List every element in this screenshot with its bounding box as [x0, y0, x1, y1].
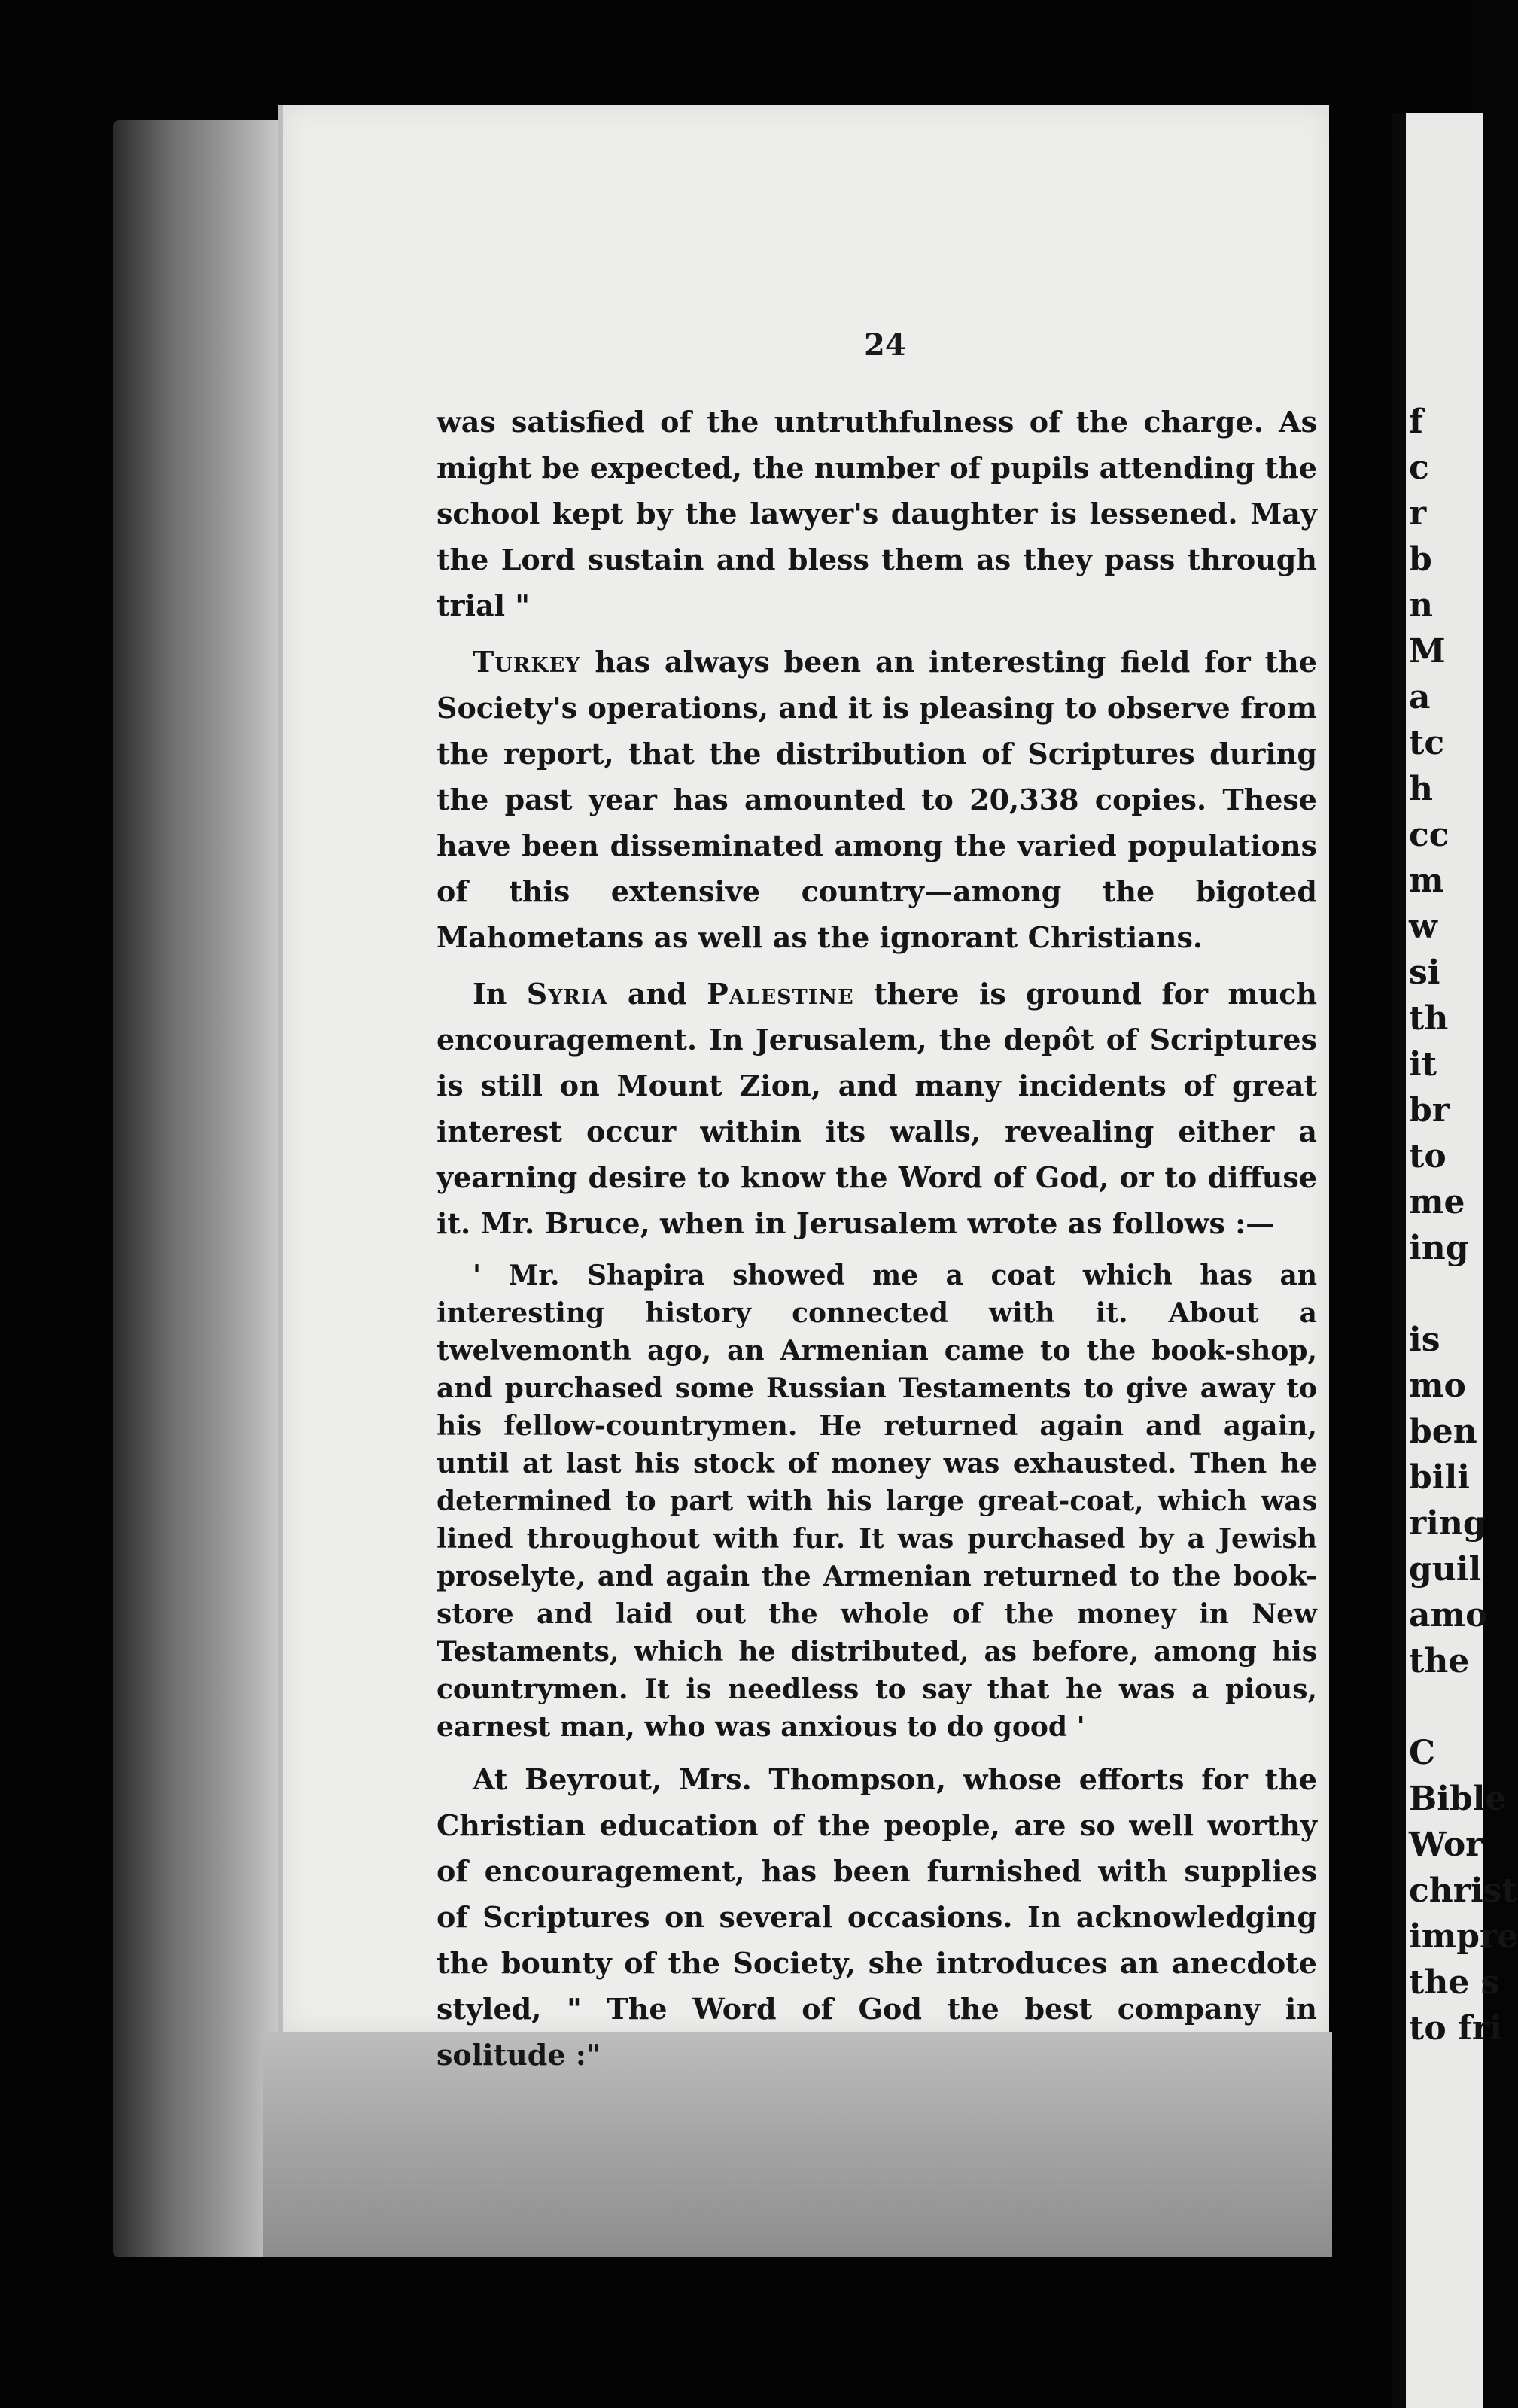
paragraph-4-quote: ' Mr. Shapira showed me a coat which has an interesting history connected with it. About a twelvemonth ago, an Armenian came to the book-shop, and purchased some Russian Testaments to give away to his fellow-countrymen. He returned again and again, until at last his stock of money was exhausted. Then he determined to part with his large great-coat, which was lined throughout with fur. It was purchased by a Jewish proselyte, and again the Armenian returned to the book-store and laid out the whole of the money in New Testaments, which he distributed, as before, among his countrymen. It is needless to say that he was a pious, earnest man, who was anxious to do good ' — [437, 1260, 1317, 1743]
page-body — [437, 399, 1317, 2088]
page-number: 24 — [864, 327, 906, 363]
paragraph-2 — [437, 639, 1317, 960]
paragraph-3-and: and — [607, 977, 707, 1011]
paragraph-3-syria: Syria — [526, 977, 608, 1011]
book-spine-edge — [113, 120, 278, 2258]
paragraph-2-body: has always been an interesting field for the Society's operations, and it is pleasing to observe from the report, that the distribution of Scriptures during the past year has amounted to 20,338 copies. These have been disseminated among the varied populations of this extensive country—among the bigoted Mahometans as well as the ignorant Christians. — [437, 645, 1317, 954]
paragraph-2-lead: Turkey — [473, 645, 581, 679]
paragraph-3 — [437, 971, 1317, 1246]
facing-page-fragments: f c r b n M a tc h cc m w si th it br to me ing is mo ben bili ring guil amo the C Bible Wor christ impre the s to fri — [1409, 403, 1518, 2048]
paragraph-1: was satisfied of the untruthfulness of the charge. As might be expected, the number of pupils attending the school kept by the lawyer's daughter is lessened. May the Lord sustain and bless them as they pass through trial " — [437, 405, 1317, 622]
paragraph-5: At Beyrout, Mrs. Thompson, whose efforts for the Christian education of the people, are so well worthy of encouragement, has been furnished with supplies of Scriptures on several occasions. In acknowledging the bounty of the Society, she introduces an anecdote styled, " The Word of God the best company in solitude :" — [437, 1762, 1317, 2072]
paragraph-3-palestine: Palestine — [707, 977, 854, 1011]
facing-page-edge — [1392, 113, 1518, 2408]
paragraph-3-body: there is ground for much encouragement. In Jerusalem, the depôt of Scriptures is still on Mount Zion, and many incidents of great interest occur within its walls, revealing either a yearning desire to know the Word of God, or to diffuse it. Mr. Bruce, when in Jerusalem wrote as follows :— — [437, 977, 1318, 1240]
paragraph-3-pre: In — [473, 977, 527, 1011]
